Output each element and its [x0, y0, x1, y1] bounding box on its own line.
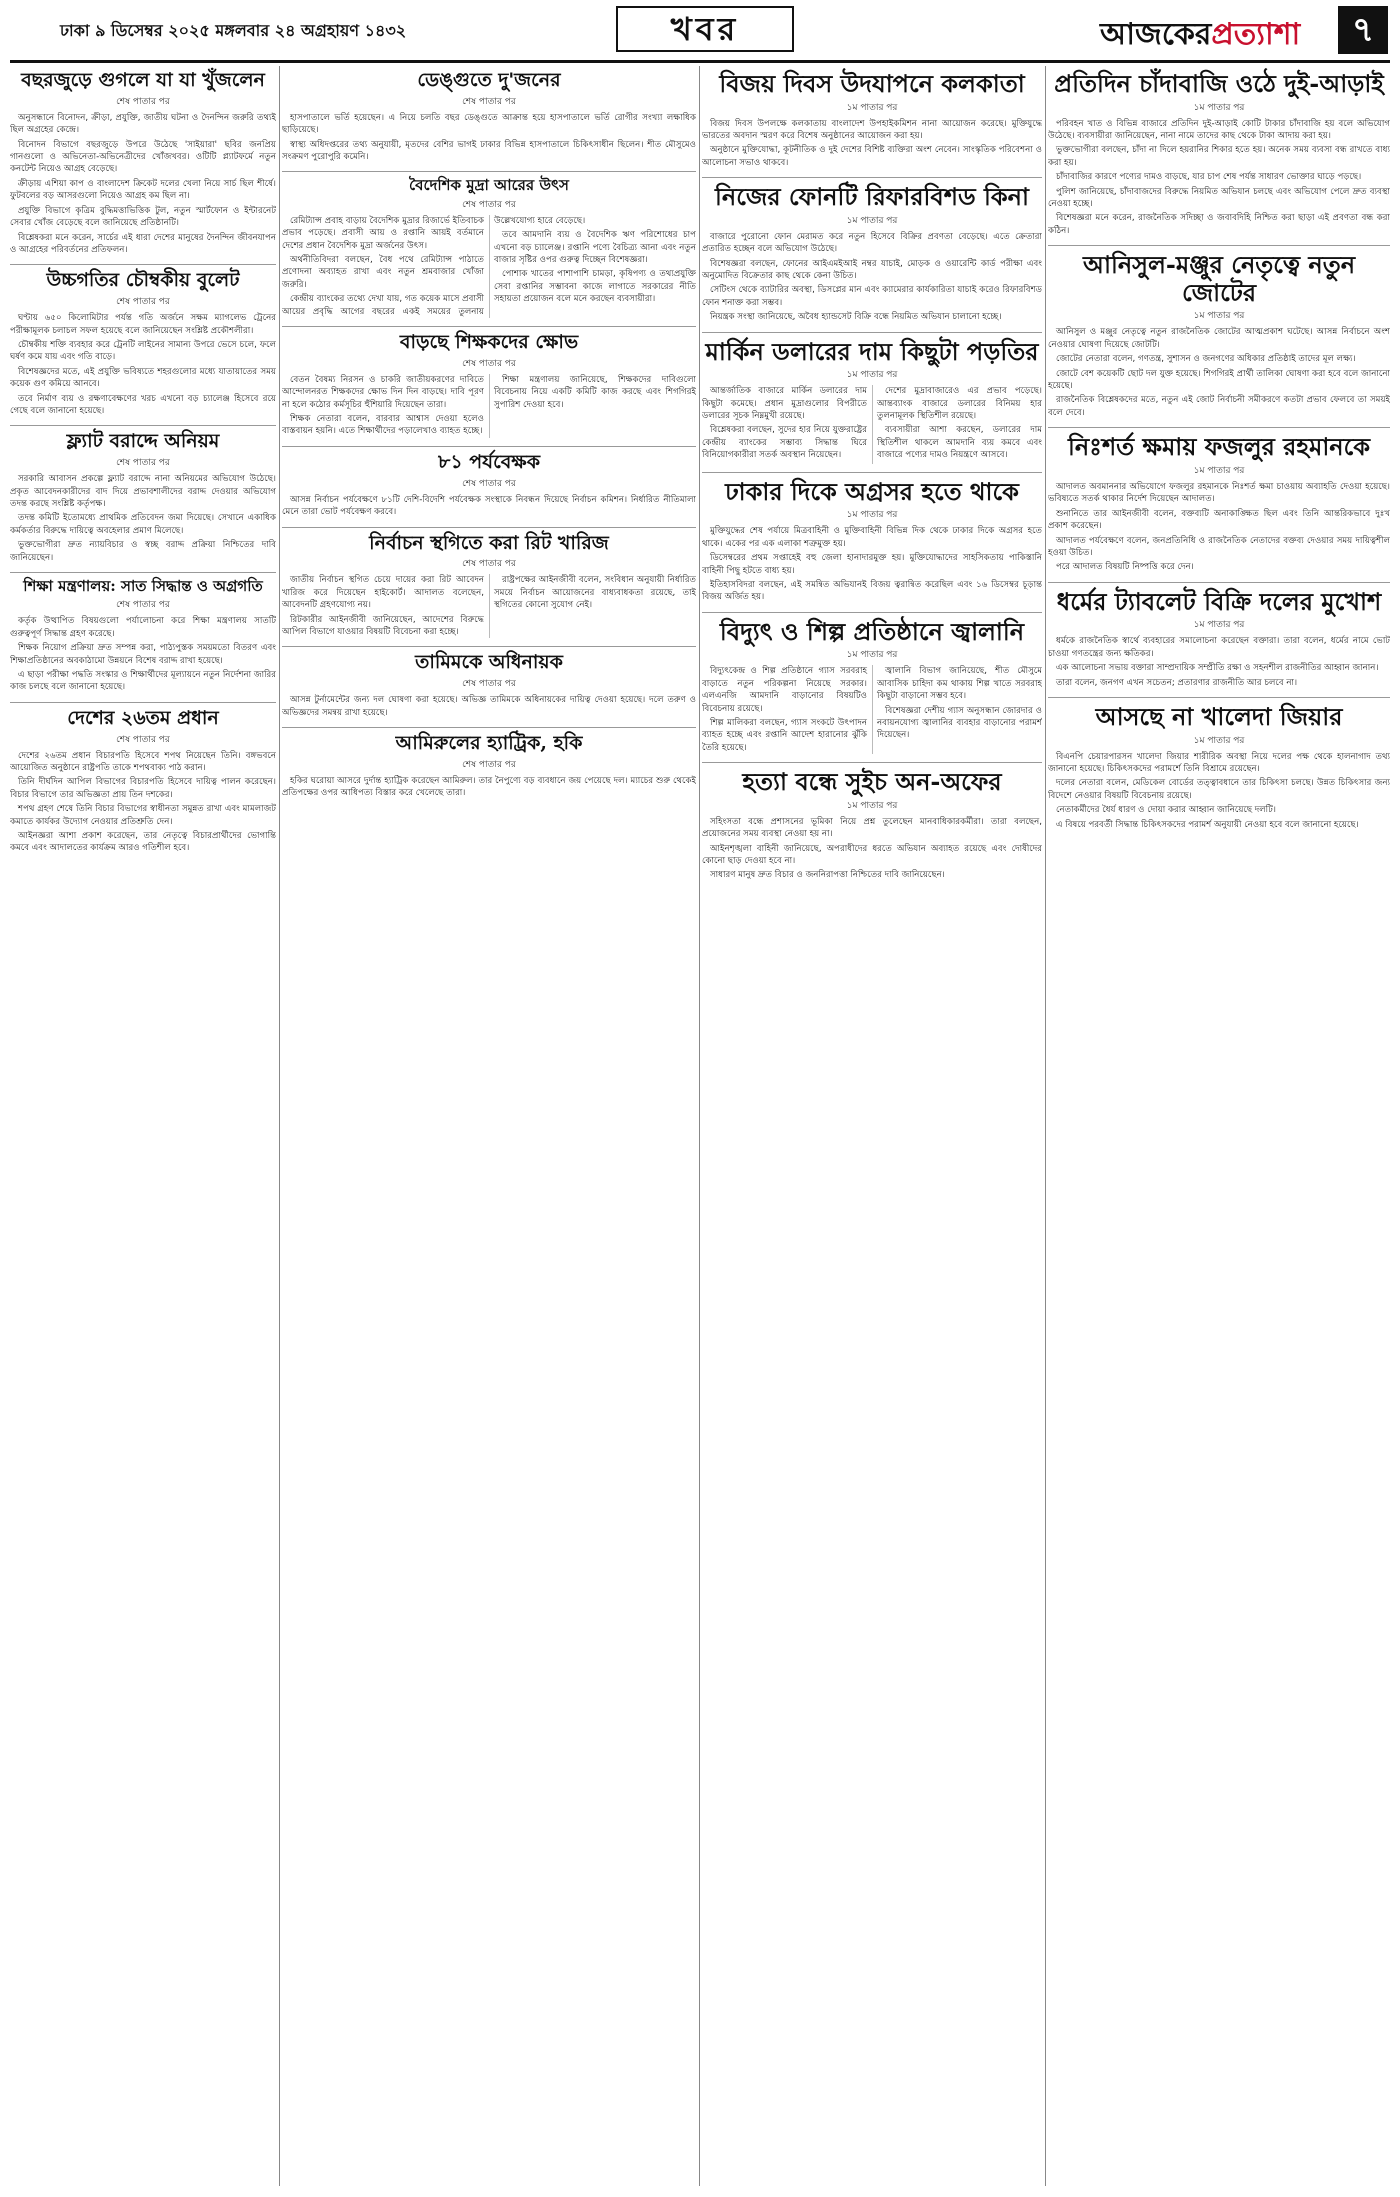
continuation-note: শেষ পাতার পর: [116, 734, 170, 745]
article-paragraph: শুনানিতে তার আইনজীবী বলেন, বক্তব্যটি অনাকাঙ্ক্ষিত ছিল এবং তিনি আন্তরিকভাবে দুঃখ প্রকাশ করেছেন।: [1048, 508, 1390, 532]
article-headline: বিজয় দিবস উদযাপনে কলকাতা: [719, 69, 1025, 98]
article-body: [282, 112, 696, 164]
article-headline: দেশের ২৬তম প্রধান: [67, 706, 219, 729]
article-paragraph: নিয়ন্ত্রক সংস্থা জানিয়েছে, অবৈধ হ্যান্ডসেট বিক্রি বন্ধে নিয়মিত অভিযান চালানো হচ্ছে।: [710, 312, 1002, 323]
article: [282, 332, 696, 438]
continuation-note: শেষ পাতার পর: [462, 358, 516, 369]
article-body: [282, 574, 696, 638]
continuation-note: শেষ পাতার পর: [116, 458, 170, 469]
continuation-note: ১ম পাতার পর: [846, 215, 898, 226]
article-headline: বছরজুড়ে গুগলে যা যা খুঁজলেন: [21, 69, 265, 91]
article: [1048, 433, 1390, 573]
article-body: [1048, 481, 1390, 574]
article-body: [702, 385, 1042, 463]
article-body: [10, 615, 276, 693]
article: [10, 270, 276, 417]
article: [702, 618, 1042, 754]
article-paragraph: অনুসন্ধানে বিনোদন, ক্রীড়া, প্রযুক্তি, জাতীয় ঘটনা ও দৈনন্দিন জরুরি তথ্যই ছিল অগ্রহের কেন্দ্রে।: [10, 112, 276, 136]
article: [10, 431, 276, 564]
column-4: [702, 66, 1042, 2186]
article: [1048, 70, 1390, 237]
article-body: [702, 525, 1042, 603]
date-line: ঢাকা ৯ ডিসেম্বর ২০২৫ মঙ্গলবার ২৪ অগ্রহায়ণ ১৪৩২: [60, 21, 407, 40]
article-paragraph: বিনোদন বিভাগে বছরজুড়ে উপরে উঠেছে 'সাইয়ারা' ছবির জনপ্রিয় গানগুলো ও অভিনেতা-অভিনেত্রীদের খোঁজখবর। ওটিটি প্ল্যাটফর্মে নতুন কনটেন্ট নিয়েও আগ্রহ বেড়েছে।: [10, 139, 276, 175]
continuation-note: শেষ পাতার পর: [116, 96, 170, 107]
article-body: [702, 816, 1042, 882]
article-paragraph: তবে আমদানি ব্যয় ও বৈদেশিক ঋণ পরিশোধের চাপ এখনো বড় চ্যালেঞ্জ। রপ্তানি পণ্যে বৈচিত্র্য আনা এবং নতুন বাজার সৃষ্টির ওপর গুরুত্ব দিচ্ছেন বিশেষজ্ঞরা।: [494, 230, 696, 265]
article-paragraph: আদালত অবমাননার অভিযোগে ফজলুর রহমানকে নিঃশর্ত ক্ষমা চাওয়ায় অব্যাহতি দেওয়া হয়েছে। ভবিষ্যতে সতর্ক থাকার নির্দেশ দিয়েছেন আদালত।: [1048, 481, 1390, 505]
article-paragraph: পরিবহন খাত ও বিভিন্ন বাজারে প্রতিদিন দুই-আড়াই কোটি টাকার চাঁদাবাজি হয় বলে অভিযোগ উঠেছে। ব্যবসায়ীরা জানিয়েছেন, নানা নামে তাদের কাছ থেকে টাকা আদায় করা হয়।: [1048, 118, 1390, 141]
article-headline: ধর্মের ট্যাবলেট বিক্রি দলের মুখোশ: [1056, 586, 1382, 616]
article-paragraph: ঘণ্টায় ৬৫০ কিলোমিটার পর্যন্ত গতি অর্জনে সক্ষম ম্যাগলেভ ট্রেনের পরীক্ষামূলক চলাচল সফল হয়েছে বলে জানিয়েছেন সংশ্লিষ্ট প্রকৌশলীরা।: [10, 313, 276, 336]
article-body: [10, 312, 276, 417]
article-paragraph: বিশেষজ্ঞরা বলছেন, ফোনের আইএমইআই নম্বর যাচাই, মোড়ক ও ওয়ারেন্টি কার্ড পরীক্ষা এবং অনুমোদিত বিক্রেতার কাছ থেকে কেনা উচিত।: [702, 258, 1042, 282]
article-headline: বাড়ছে শিক্ষকদের ক্ষোভ: [399, 330, 579, 353]
continuation-note: ১ম পাতার পর: [846, 510, 898, 521]
article-paragraph: বিশেষজ্ঞরা দেশীয় গ্যাস অনুসন্ধান জোরদার ও নবায়নযোগ্য জ্বালানির ব্যবহার বাড়ানোর পরামর্শ দিয়েছেন।: [877, 705, 1042, 741]
article-paragraph: পোশাক খাতের পাশাপাশি চামড়া, কৃষিপণ্য ও তথ্যপ্রযুক্তি সেবা রপ্তানির সম্ভাবনা কাজে লাগাতে সরকারের নীতি সহায়তা প্রয়োজন বলে মনে করছেন ব্যবসায়ীরা।: [494, 269, 696, 305]
article-headline: আমিরুলের হ্যাট্রিক, হকি: [395, 732, 583, 755]
continuation-note: ১ম পাতার পর: [1193, 465, 1245, 476]
article-paragraph: সাধারণ মানুষ দ্রুত বিচার ও জননিরাপত্তা নিশ্চিতের দাবি জানিয়েছেন।: [710, 870, 945, 881]
article-paragraph: দেশের মুদ্রাবাজারেও এর প্রভাব পড়েছে। আন্তব্যাংক বাজারে ডলারের বিনিময় হার তুলনামূলক স্থিতিশীল রয়েছে।: [877, 386, 1042, 422]
column-5: [1048, 66, 1390, 2186]
article-paragraph: আন্তর্জাতিক বাজারে মার্কিন ডলারের দাম কিছুটা কমেছে। প্রধান মুদ্রাগুলোর বিপরীতে ডলারের সূচক নিম্নমুখী রয়েছে।: [702, 386, 867, 422]
article-body: [10, 750, 276, 855]
article-paragraph: হাসপাতালে ভর্তি হয়েছেন। এ নিয়ে চলতি বছর ডেঙ্গুতে আক্রান্ত হয়ে হাসপাতালে ভর্তি রোগীর সংখ্যা লক্ষাধিক ছাড়িয়েছে।: [282, 112, 696, 136]
article-headline: শিক্ষা মন্ত্রণালয়: সাত সিদ্ধান্ত ও অগ্রগতি: [23, 577, 263, 596]
article-paragraph: বিদ্যুৎকেন্দ্র ও শিল্প প্রতিষ্ঠানে গ্যাস সরবরাহ বাড়াতে নতুন পরিকল্পনা নিয়েছে সরকার। এলএনজি আমদানি বাড়ানোর বিষয়টিও বিবেচনায় রয়েছে।: [702, 666, 867, 714]
article: [702, 338, 1042, 464]
article: [282, 533, 696, 639]
article-paragraph: ভুক্তভোগীরা বলছেন, চাঁদা না দিলে হয়রানির শিকার হতে হয়। অনেক সময় ব্যবসা বন্ধ রাখতে বাধ্য করা হয়।: [1048, 145, 1390, 168]
article-paragraph: এ বিষয়ে পরবর্তী সিদ্ধান্ত চিকিৎসকদের পরামর্শ অনুযায়ী নেওয়া হবে বলে জানানো হয়েছে।: [1056, 819, 1359, 830]
article: [702, 70, 1042, 169]
logo-part-1: আজকের: [1100, 17, 1212, 52]
article-paragraph: শিক্ষক নেতারা বলেন, বারবার আশ্বাস দেওয়া হলেও বাস্তবায়ন হয়নি। এতে শিক্ষার্থীদের পড়ালেখাও ব্যাহত হচ্ছে।: [282, 414, 484, 437]
article-paragraph: আইনজ্ঞরা আশা প্রকাশ করেছেন, তার নেতৃত্বে বিচারপ্রার্থীদের ভোগান্তি কমবে এবং আদালতের কার্যক্রম আরও গতিশীল হবে।: [10, 831, 276, 854]
article: [702, 768, 1042, 882]
article-paragraph: ভুক্তভোগীরা দ্রুত ন্যায়বিচার ও স্বচ্ছ বরাদ্দ প্রক্রিয়া নিশ্চিতের দাবি জানিয়েছেন।: [10, 540, 276, 563]
article-paragraph: হকির ঘরোয়া আসরে দুর্দান্ত হ্যাট্রিক করেছেন আমিরুল। তার নৈপুণ্যে বড় ব্যবধানে জয় পেয়েছে দল। ম্যাচের শুরু থেকেই প্রতিপক্ষের ওপর আধিপত্য বিস্তার করে খেলেছে তারা।: [282, 775, 696, 799]
article-headline: আসছে না খালেদা জিয়ার: [1095, 701, 1343, 731]
article-paragraph: রাজনৈতিক বিশ্লেষকদের মতে, নতুন এই জোট নির্বাচনী সমীকরণে কতটা প্রভাব ফেলবে তা সময়ই বলে দেবে।: [1048, 395, 1390, 418]
continuation-note: শেষ পাতার পর: [462, 199, 516, 210]
article-body: [10, 112, 276, 256]
article: [282, 177, 696, 318]
article-headline: নিঃশর্ত ক্ষমায় ফজলুর রহমানকে: [1067, 432, 1371, 462]
continuation-note: শেষ পাতার পর: [462, 96, 516, 107]
article-paragraph: তিনি দীর্ঘদিন আপিল বিভাগের বিচারপতি হিসেবে দায়িত্ব পালন করেছেন। বিচার বিভাগে তার অভিজ্ঞতা প্রায় তিন দশকের।: [10, 777, 276, 800]
article: [1048, 251, 1390, 419]
article: [282, 652, 696, 719]
article-paragraph: সেটিংস থেকে ব্যাটারির অবস্থা, ডিসপ্লের মান এবং ক্যামেরার কার্যকারিতা যাচাই করেও রিফারবিশড ফোন শনাক্ত করা সম্ভব।: [702, 285, 1042, 308]
article: [1048, 703, 1390, 831]
article-body: [702, 665, 1042, 754]
article-headline: মার্কিন ডলারের দাম কিছুটা পড়তির: [705, 336, 1039, 366]
article-body: [1048, 326, 1390, 419]
article-paragraph: বিশ্লেষকরা বলছেন, সুদের হার নিয়ে যুক্তরাষ্ট্রের কেন্দ্রীয় ব্যাংকের সম্ভাব্য সিদ্ধান্ত ঘিরে বিনিয়োগকারীরা সতর্ক অবস্থান নিয়েছেন।: [702, 425, 867, 461]
article-paragraph: মুক্তিযুদ্ধের শেষ পর্যায়ে মিত্রবাহিনী ও মুক্তিবাহিনী বিভিন্ন দিক থেকে ঢাকার দিকে অগ্রসর হতে থাকে। একের পর এক এলাকা শত্রুমুক্ত হয়।: [702, 526, 1042, 549]
continuation-note: ১ম পাতার পর: [1193, 620, 1245, 631]
article-paragraph: সরকারি আবাসন প্রকল্পে ফ্ল্যাট বরাদ্দে নানা অনিয়মের অভিযোগ উঠেছে। প্রকৃত আবেদনকারীদের বাদ দিয়ে প্রভাবশালীদের বরাদ্দ দেওয়ার অভিযোগ তদন্ত করছে সংশ্লিষ্ট কর্তৃপক্ষ।: [10, 474, 276, 510]
continuation-note: শেষ পাতার পর: [462, 478, 516, 489]
article-paragraph: এক আলোচনা সভায় বক্তারা সাম্প্রদায়িক সম্প্রীতি রক্ষা ও সহনশীল রাজনীতির আহ্বান জানান।: [1056, 663, 1379, 674]
article-paragraph: পুলিশ জানিয়েছে, চাঁদাবাজদের বিরুদ্ধে নিয়মিত অভিযান চলছে এবং অভিযোগ পেলে দ্রুত ব্যবস্থা নেওয়া হচ্ছে।: [1048, 186, 1390, 210]
article-paragraph: বিজয় দিবস উপলক্ষে কলকাতায় বাংলাদেশ উপহাইকমিশন নানা আয়োজন করেছে। মুক্তিযুদ্ধে ভারতের অবদান স্মরণ করে বিশেষ অনুষ্ঠানের আয়োজন করা হয়।: [702, 118, 1042, 141]
article-paragraph: নেতাকর্মীদের ধৈর্য ধারণ ও দোয়া করার আহ্বান জানিয়েছে দলটি।: [1056, 805, 1276, 816]
article-headline: ঢাকার দিকে অগ্রসর হতে থাকে: [725, 476, 1019, 506]
article-headline: নিজের ফোনটি রিফারবিশড কিনা: [715, 182, 1029, 212]
article-paragraph: দেশের ২৬তম প্রধান বিচারপতি হিসেবে শপথ নিয়েছেন তিনি। বঙ্গভবনে আয়োজিত অনুষ্ঠানে রাষ্ট্রপতি তাকে শপথবাক্য পাঠ করান।: [10, 750, 276, 774]
article-headline: বৈদেশিক মুদ্রা আরের উৎস: [409, 176, 569, 195]
continuation-note: শেষ পাতার পর: [116, 297, 170, 308]
article-body: [282, 374, 696, 438]
article-body: [1048, 751, 1390, 831]
article-body: [282, 215, 696, 318]
article-body: [10, 473, 276, 564]
continuation-note: ১ম পাতার পর: [846, 370, 898, 381]
article-paragraph: শিক্ষক নিয়োগ প্রক্রিয়া দ্রুত সম্পন্ন করা, পাঠ্যপুস্তক সময়মতো বিতরণ এবং শিক্ষাপ্রতিষ্ঠানের অবকাঠামো উন্নয়নে বিশেষ বরাদ্দ রাখা হয়েছে।: [10, 643, 276, 666]
article-paragraph: স্বাস্থ্য অধিদপ্তরের তথ্য অনুযায়ী, মৃতদের বেশির ভাগই ঢাকার বিভিন্ন হাসপাতালে চিকিৎসাধীন ছিলেন। শীত মৌসুমেও সংক্রমণ পুরোপুরি কমেনি।: [282, 139, 696, 163]
column-divider: [279, 66, 280, 2186]
article-body: [1048, 118, 1390, 238]
article-paragraph: আসন্ন নির্বাচন পর্যবেক্ষণে ৮১টি দেশি-বিদেশি পর্যবেক্ষক সংস্থাকে নিবন্ধন দিয়েছে নির্বাচন কমিশন। নির্ধারিত নীতিমালা মেনে তারা ভোট পর্যবেক্ষণ করবে।: [282, 494, 696, 518]
newspaper-logo: [1100, 10, 1300, 61]
article-paragraph: পরে আদালত বিষয়টি নিষ্পত্তি করে দেন।: [1056, 562, 1194, 573]
article-paragraph: শপথ গ্রহণ শেষে তিনি বিচার বিভাগের স্বাধীনতা সমুন্নত রাখা এবং মামলাজট কমাতে কার্যকর উদ্যোগ নেওয়ার প্রতিশ্রুতি দেন।: [10, 804, 276, 827]
article-body: [702, 231, 1042, 324]
article-paragraph: শিক্ষা মন্ত্রণালয় জানিয়েছে, শিক্ষকদের দাবিগুলো বিবেচনায় নিয়ে একটি কমিটি কাজ করছে এবং শিগগিরই সুপারিশ দেওয়া হবে।: [494, 374, 696, 410]
article-paragraph: বাজারে পুরোনো ফোন মেরামত করে নতুন হিসেবে বিক্রির প্রবণতা বেড়েছে। এতে ক্রেতারা প্রতারিত হচ্ছেন বলে অভিযোগ উঠেছে।: [702, 231, 1042, 255]
article-paragraph: দলের নেতারা বলেন, মেডিকেল বোর্ডের তত্ত্বাবধানে তার চিকিৎসা চলছে। উন্নত চিকিৎসার জন্য বিদেশে নেওয়ার বিষয়টি বিবেচনায় রয়েছে।: [1048, 778, 1390, 801]
article-paragraph: অনুষ্ঠানে মুক্তিযোদ্ধা, কূটনীতিক ও দুই দেশের বিশিষ্ট ব্যক্তিরা অংশ নেবেন। সাংস্কৃতিক পরিবেশনা ও আলোচনা সভাও থাকবে।: [702, 145, 1042, 168]
article-paragraph: বিশেষজ্ঞদের মতে, এই প্রযুক্তি ভবিষ্যতে শহরগুলোর মধ্যে যাতায়াতের সময় কয়েক গুণ কমিয়ে আনবে।: [10, 366, 276, 390]
article: [282, 70, 696, 163]
masthead: [0, 0, 1400, 62]
article-body: [282, 694, 696, 719]
article-paragraph: ডিসেম্বরের প্রথম সপ্তাহেই বহু জেলা হানাদারমুক্ত হয়। মুক্তিযোদ্ধাদের সাহসিকতায় পাকিস্তানি বাহিনী পিছু হটতে বাধ্য হয়।: [702, 553, 1042, 576]
article-paragraph: রিটকারীর আইনজীবী জানিয়েছেন, আদেশের বিরুদ্ধে আপিল বিভাগে যাওয়ার বিষয়টি বিবেচনা করা হচ্ছে।: [282, 614, 484, 637]
article-headline: নির্বাচন স্থগিতে করা রিট খারিজ: [369, 531, 609, 554]
article-headline: উচ্চগতির চৌম্বকীয় বুলেট: [46, 269, 240, 292]
article-paragraph: জ্বালানি বিভাগ জানিয়েছে, শীত মৌসুমে আবাসিক চাহিদা কম থাকায় শিল্প খাতে সরবরাহ কিছুটা বাড়ানো সম্ভব হবে।: [877, 666, 1042, 702]
continuation-note: শেষ পাতার পর: [462, 679, 516, 690]
section-title: খবর: [616, 6, 794, 52]
article-paragraph: ব্যবসায়ীরা আশা করছেন, ডলারের দাম স্থিতিশীল থাকলে আমদানি ব্যয় কমবে এবং বাজারে পণ্যের দামও নিয়ন্ত্রণে আসবে।: [877, 425, 1042, 461]
article-paragraph: রাষ্ট্রপক্ষের আইনজীবী বলেন, সংবিধান অনুযায়ী নির্ধারিত সময়ে নির্বাচন আয়োজনের বাধ্যবাধকতা রয়েছে, তাই স্থগিতের কোনো সুযোগ নেই।: [494, 575, 696, 611]
logo-part-2: প্রত্যাশা: [1211, 17, 1301, 52]
article-headline: বিদ্যুৎ ও শিল্প প্রতিষ্ঠানে জ্বালানি: [719, 616, 1025, 646]
article: [10, 708, 276, 855]
article: [1048, 588, 1390, 689]
page-number: ৭: [1338, 6, 1388, 54]
article-body: [282, 775, 696, 800]
article-body: [702, 118, 1042, 170]
article-paragraph: বিশ্লেষকরা মনে করেন, সার্চের এই ধারা দেশের মানুষের দৈনন্দিন জীবনযাপন ও আগ্রহের পরিবর্তনের প্রতিফলন।: [10, 232, 276, 255]
article-paragraph: তবে নির্মাণ ব্যয় ও রক্ষণাবেক্ষণের খরচ এখনো বড় চ্যালেঞ্জ হিসেবে রয়ে গেছে বলে জানানো হয়েছে।: [10, 393, 276, 416]
article-paragraph: ক্রীড়ায় এশিয়া কাপ ও বাংলাদেশ ক্রিকেট দলের খেলা নিয়ে সার্চ ছিল শীর্ষে। ফুটবলের বড় আসরগুলো নিয়েও আগ্রহ কম ছিল না।: [10, 178, 276, 202]
article-headline: ডেঙ্গুতে দু'জনের: [417, 69, 561, 91]
column-divider: [1045, 66, 1046, 2186]
masthead-rule: [10, 60, 1390, 63]
article-paragraph: কেন্দ্রীয় ব্যাংকের তথ্যে দেখা যায়, গত কয়েক মাসে প্রবাসী আয়ের প্রবৃদ্ধি আগের বছরের একই সময়ের তুলনায় উল্লেখযোগ্য হারে বেড়েছে।: [282, 215, 586, 317]
article-paragraph: জোটের নেতারা বলেন, গণতন্ত্র, সুশাসন ও জনগণের অধিকার প্রতিষ্ঠাই তাদের মূল লক্ষ্য।: [1056, 354, 1356, 365]
article-body: [282, 494, 696, 519]
article-paragraph: তারা বলেন, জনগণ এখন সচেতন; প্রতারণার রাজনীতি আর চলবে না।: [1056, 677, 1298, 688]
article-paragraph: জাতীয় নির্বাচন স্থগিত চেয়ে দায়ের করা রিট আবেদন খারিজ করে দিয়েছেন হাইকোর্ট। আদালত বলেছেন, আবেদনটি গ্রহণযোগ্য নয়।: [282, 575, 484, 611]
article-headline: তামিমকে অধিনায়ক: [415, 651, 563, 674]
article: [702, 183, 1042, 323]
article-paragraph: প্রযুক্তি বিভাগে কৃত্রিম বুদ্ধিমত্তাভিত্তিক টুল, নতুন স্মার্টফোন ও ইন্টারনেট সেবার খোঁজ বেড়েছে বলে জানিয়েছে প্রতিষ্ঠানটি।: [10, 205, 276, 229]
article-headline: ৮১ পর্যবেক্ষক: [437, 450, 540, 473]
continuation-note: ১ম পাতার পর: [1193, 102, 1245, 113]
continuation-note: ১ম পাতার পর: [1193, 311, 1245, 322]
column-2-3: [282, 66, 696, 2186]
continuation-note: শেষ পাতার পর: [462, 559, 516, 570]
article: [282, 733, 696, 800]
continuation-note: ১ম পাতার পর: [1193, 735, 1245, 746]
column-divider: [699, 66, 700, 2186]
continuation-note: শেষ পাতার পর: [462, 759, 516, 770]
article-paragraph: শিল্প মালিকরা বলছেন, গ্যাস সংকটে উৎপাদন ব্যাহত হচ্ছে এবং রপ্তানি আদেশ হারানোর ঝুঁকি তৈরি হয়েছে।: [702, 717, 867, 753]
article-headline: আনিসুল-মঞ্জুর নেতৃত্বে নতুন জোটের: [1082, 250, 1356, 307]
article-paragraph: অর্থনীতিবিদরা বলছেন, বৈধ পথে রেমিট্যান্স পাঠাতে প্রণোদনা অব্যাহত রাখা এবং নতুন শ্রমবাজার খোঁজা জরুরি।: [282, 254, 484, 290]
article-paragraph: সহিংসতা বন্ধে প্রশাসনের ভূমিকা নিয়ে প্রশ্ন তুলেছেন মানবাধিকারকর্মীরা। তারা বলছেন, প্রয়োজনের সময় ব্যবস্থা নেওয়া হয় না।: [702, 816, 1042, 840]
article-paragraph: জোটে বেশ কয়েকটি ছোট দল যুক্ত হয়েছে। শিগগিরই প্রার্থী তালিকা ঘোষণা করা হবে বলে জানানো হয়েছে।: [1048, 368, 1390, 392]
column-1: [10, 66, 276, 2186]
article-paragraph: বিএনপি চেয়ারপারসন খালেদা জিয়ার শারীরিক অবস্থা নিয়ে দলের পক্ষ থেকে হালনাগাদ তথ্য জানানো হয়েছে। চিকিৎসকদের পরামর্শে তিনি বিশ্রামে রয়েছেন।: [1048, 751, 1390, 774]
article-paragraph: কর্তৃক উত্থাপিত বিষয়গুলো পর্যালোচনা করে শিক্ষা মন্ত্রণালয় সাতটি গুরুত্বপূর্ণ সিদ্ধান্ত গ্রহণ করেছে।: [10, 616, 276, 639]
article-paragraph: বিশেষজ্ঞরা মনে করেন, রাজনৈতিক সদিচ্ছা ও জবাবদিহি নিশ্চিত করা ছাড়া এই প্রবণতা বন্ধ করা কঠিন।: [1048, 213, 1390, 236]
article-paragraph: এ ছাড়া পরীক্ষা পদ্ধতি সংস্কার ও শিক্ষার্থীদের মূল্যায়নে নতুন নির্দেশনা জারির কাজ চলছে বলে জানানো হয়েছে।: [10, 669, 276, 693]
article-headline: হত্যা বন্ধে সুইচ অন-অফের: [742, 767, 1002, 797]
article-paragraph: আদালত পর্যবেক্ষণে বলেন, জনপ্রতিনিধি ও রাজনৈতিক নেতাদের বক্তব্য দেওয়ার সময় দায়িত্বশীল হওয়া উচিত।: [1048, 535, 1390, 558]
article-paragraph: তদন্ত কমিটি ইতোমধ্যে প্রাথমিক প্রতিবেদন জমা দিয়েছে। সেখানে একাধিক কর্মকর্তার বিরুদ্ধে দায়িত্বে অবহেলার প্রমাণ মিলেছে।: [10, 513, 276, 536]
article-body: [1048, 635, 1390, 689]
article: [10, 70, 276, 256]
article-paragraph: আইনশৃঙ্খলা বাহিনী জানিয়েছে, অপরাধীদের ধরতে অভিযান অব্যাহত রয়েছে এবং দোষীদের কোনো ছাড় দেওয়া হবে না।: [702, 843, 1042, 866]
article-headline: ফ্ল্যাট বরাদ্দে অনিয়ম: [66, 430, 220, 453]
article: [702, 478, 1042, 604]
article-paragraph: চৌম্বকীয় শক্তি ব্যবহার করে ট্রেনটি লাইনের সামান্য উপরে ভেসে চলে, ফলে ঘর্ষণ কমে যায় এবং গতি বাড়ে।: [10, 339, 276, 363]
article-paragraph: আনিসুল ও মঞ্জুর নেতৃত্বে নতুন রাজনৈতিক জোটের আত্মপ্রকাশ ঘটেছে। আসন্ন নির্বাচনে অংশ নেওয়ার ঘোষণা দিয়েছে জোটটি।: [1048, 327, 1390, 350]
article-paragraph: ইতিহাসবিদরা বলছেন, এই সমন্বিত অভিযানই বিজয় ত্বরান্বিত করেছিল এবং ১৬ ডিসেম্বর চূড়ান্ত বিজয় অর্জিত হয়।: [702, 579, 1042, 603]
article-headline: প্রতিদিন চাঁদাবাজি ওঠে দুই-আড়াই: [1054, 69, 1384, 98]
article: [282, 452, 696, 519]
article-paragraph: চাঁদাবাজির কারণে পণ্যের দামও বাড়ছে, যার চাপ শেষ পর্যন্ত সাধারণ ভোক্তার ঘাড়ে পড়ছে।: [1056, 172, 1362, 183]
article-paragraph: আসন্ন টুর্নামেন্টের জন্য দল ঘোষণা করা হয়েছে। অভিজ্ঞ তামিমকে অধিনায়কের দায়িত্ব দেওয়া হয়েছে। দলে তরুণ ও অভিজ্ঞদের সমন্বয় রাখা হয়েছে।: [282, 695, 696, 718]
article: [10, 578, 276, 694]
continuation-note: ১ম পাতার পর: [846, 102, 898, 113]
article-paragraph: ধর্মকে রাজনৈতিক স্বার্থে ব্যবহারের সমালোচনা করেছেন বক্তারা। তারা বলেন, ধর্মের নামে ভোট চাওয়া গণতন্ত্রের জন্য ক্ষতিকর।: [1048, 636, 1390, 659]
article-paragraph: রেমিট্যান্স প্রবাহ বাড়ায় বৈদেশিক মুদ্রার রিজার্ভে ইতিবাচক প্রভাব পড়েছে। প্রবাসী আয় ও রপ্তানি আয়ই বর্তমানে দেশের প্রধান বৈদেশিক মুদ্রা অর্জনের উৎস।: [282, 215, 484, 251]
continuation-note: ১ম পাতার পর: [846, 800, 898, 811]
continuation-note: ১ম পাতার পর: [846, 650, 898, 661]
continuation-note: শেষ পাতার পর: [116, 600, 170, 611]
article-paragraph: বেতন বৈষম্য নিরসন ও চাকরি জাতীয়করণের দাবিতে আন্দোলনরত শিক্ষকদের ক্ষোভ দিন দিন বাড়ছে। দাবি পূরণ না হলে কঠোর কর্মসূচির হুঁশিয়ারি দিয়েছেন তারা।: [282, 374, 484, 410]
